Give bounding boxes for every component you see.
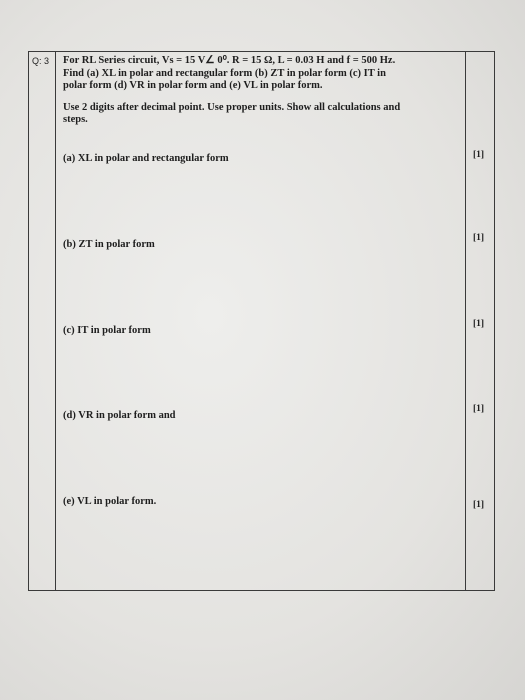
column-divider <box>55 52 56 590</box>
instruction-line: steps. <box>63 114 88 125</box>
part-d-mark: [1] <box>473 404 485 414</box>
part-e-label: (e) VL in polar form. <box>63 496 157 507</box>
part-c-mark: [1] <box>473 319 485 329</box>
question-table <box>28 51 495 591</box>
part-e-mark: [1] <box>473 500 485 510</box>
part-b-label: (b) ZT in polar form <box>63 239 155 250</box>
part-b-mark: [1] <box>473 233 485 243</box>
question-text <box>63 55 463 127</box>
question-number: Q: 3 <box>32 56 50 66</box>
part-a-mark: [1] <box>473 150 485 160</box>
part-a-label: (a) XL in polar and rectangular form <box>63 153 229 164</box>
part-d-label: (d) VR in polar form and <box>63 410 176 421</box>
question-intro-line: polar form (d) VR in polar form and (e) VL in polar form. <box>63 80 323 91</box>
question-intro-line: For RL Series circuit, Vs = 15 V∠ 0⁰. R = 15 Ω, L = 0.03 H and f = 500 Hz. <box>63 55 396 66</box>
part-c-label: (c) IT in polar form <box>63 325 151 336</box>
instruction-line: Use 2 digits after decimal point. Use proper units. Show all calculations and <box>63 101 401 113</box>
question-intro-line: Find (a) XL in polar and rectangular form (b) ZT in polar form (c) IT in <box>63 67 386 79</box>
column-divider <box>465 52 466 590</box>
